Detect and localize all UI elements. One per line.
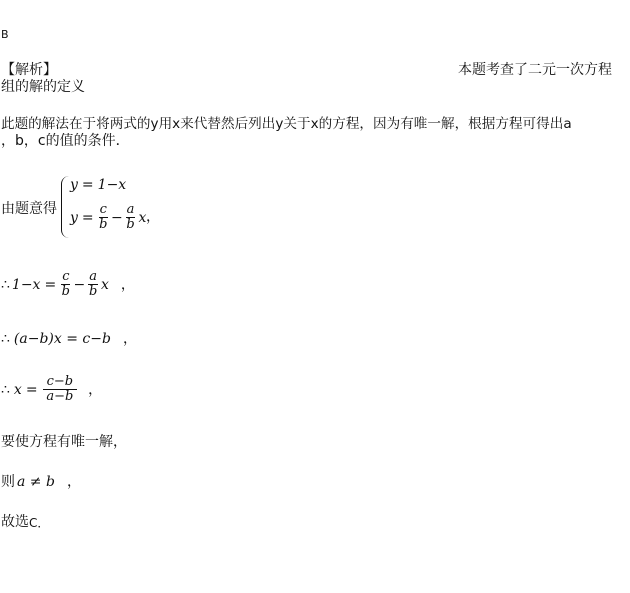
condition-comma: ，	[66, 474, 81, 490]
step3-lhs: x	[13, 381, 22, 398]
system-comma: ，	[146, 209, 160, 225]
step3-frac-num: c−b	[43, 375, 78, 390]
eq1-rhs: 1−x	[97, 177, 127, 193]
step1-equation	[1, 270, 135, 299]
step2-expr: (a−b)x = c−b	[13, 331, 111, 347]
condition-prefix: 则	[1, 474, 15, 490]
step3-frac	[43, 375, 78, 404]
step2-therefore: ∴	[1, 331, 10, 347]
condition-line: 要使方程有唯一解，	[1, 434, 127, 450]
step1-lhs: 1−x	[11, 276, 41, 293]
step1-frac2-num: a	[89, 269, 97, 284]
eq2-frac2	[126, 203, 136, 232]
eq2-frac2-den: b	[126, 217, 135, 232]
step2-comma: ，	[122, 331, 137, 347]
step1-frac2	[88, 270, 98, 299]
eq2-frac1-num: c	[99, 202, 107, 217]
step3-therefore: ∴	[1, 381, 10, 398]
method-line1: 此题的解法在于将两式的y用x来代替然后列出y关于x的方程，因为有唯一解，根据方程可得出a	[1, 116, 572, 132]
step1-frac1-num: c	[62, 269, 70, 284]
step1-frac2-den: b	[88, 284, 98, 299]
analysis-label: 【解析】	[1, 62, 57, 78]
conclusion-text: 故选	[1, 514, 29, 530]
eq2-minus: −	[110, 209, 123, 226]
step1-therefore: ∴	[1, 276, 10, 293]
eq2-tail: x	[138, 209, 147, 226]
eq1-op: =	[81, 177, 94, 193]
eq1-lhs: y	[70, 177, 78, 193]
system-intro: 由题意得	[1, 201, 57, 217]
eq2-op: =	[81, 209, 94, 226]
step1-frac1	[61, 270, 70, 299]
step1-comma: ，	[120, 276, 135, 293]
step1-frac1-den: b	[61, 284, 70, 299]
step3-frac-den: a−b	[46, 389, 74, 404]
system-equation-2	[70, 203, 146, 232]
analysis-summary-line2: 组的解的定义	[1, 79, 85, 95]
step3-comma: ，	[88, 381, 103, 398]
conclusion	[1, 513, 49, 531]
system-brace	[61, 176, 70, 238]
step3-equation	[1, 375, 102, 404]
answer-label: B	[1, 28, 9, 41]
eq2-frac1	[99, 203, 108, 232]
step3-op: =	[25, 381, 38, 398]
step1-op: =	[44, 276, 57, 293]
conclusion-choice: C．	[29, 515, 50, 530]
condition-expr: a ≠ b	[17, 474, 55, 490]
eq2-lhs: y	[70, 209, 78, 226]
step1-tail: x	[100, 276, 109, 293]
condition-expression	[1, 473, 81, 491]
eq2-frac2-num: a	[126, 202, 135, 217]
system-equation-1	[70, 177, 126, 193]
step1-minus: −	[73, 276, 86, 293]
eq2-frac1-den: b	[99, 217, 108, 232]
analysis-summary-line1: 本题考查了二元一次方程	[458, 62, 612, 78]
step2-equation	[1, 330, 137, 348]
method-line2: ，b，c的值的条件．	[1, 133, 130, 149]
